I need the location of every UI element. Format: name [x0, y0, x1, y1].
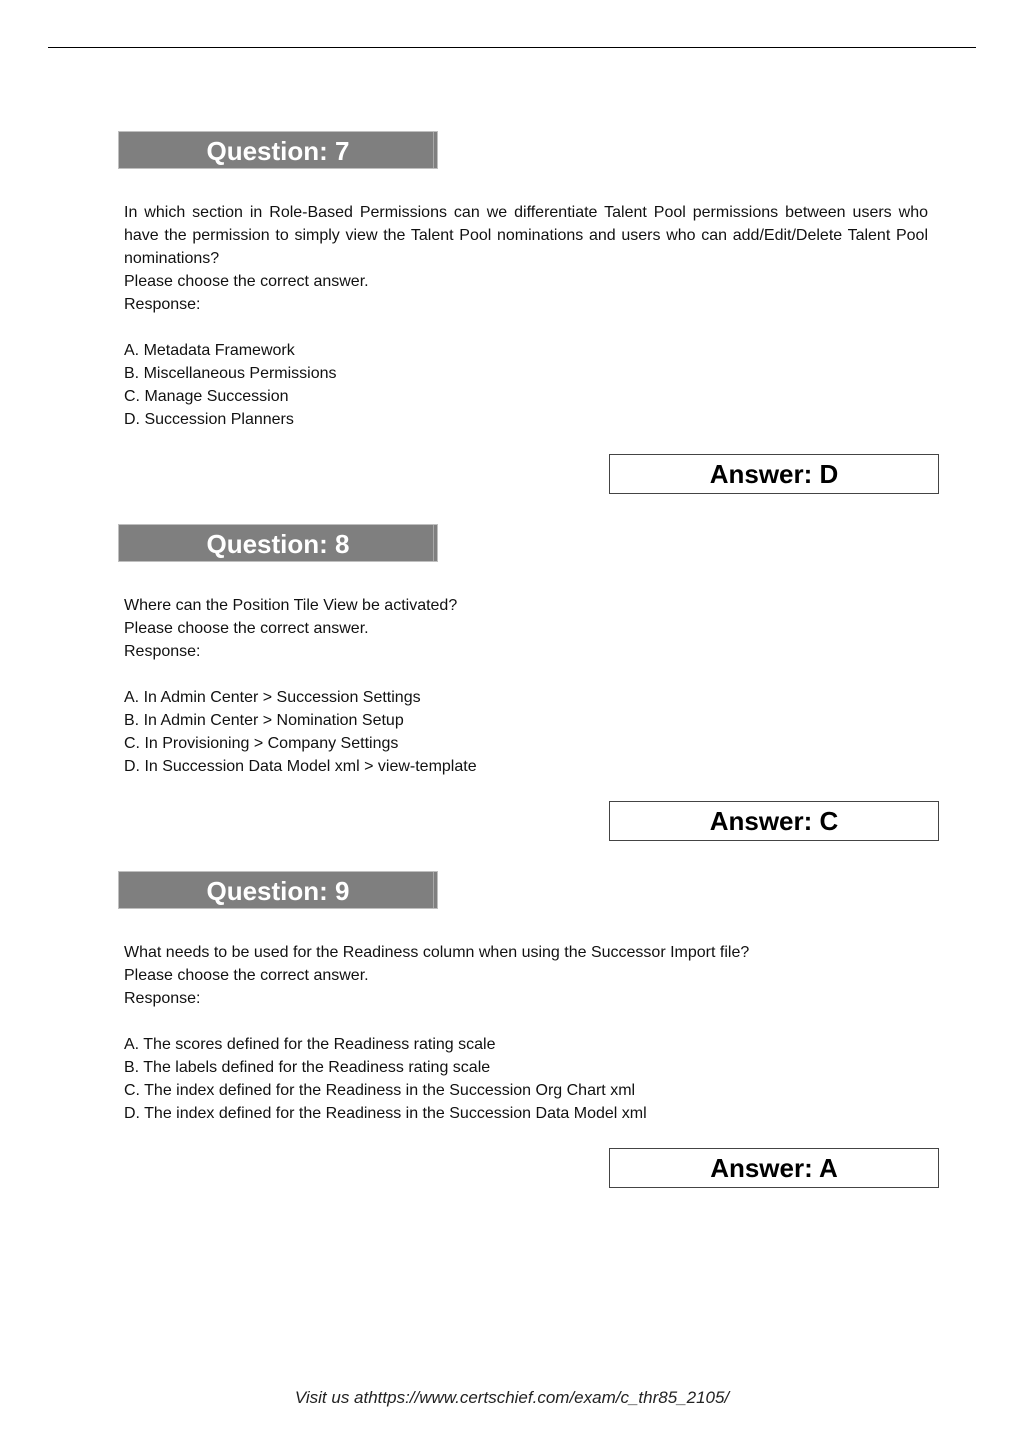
question-7-instruction: Please choose the correct answer. — [124, 273, 369, 290]
question-7-header: Question: 7 — [118, 131, 438, 169]
question-7-answer: Answer: D — [609, 454, 939, 494]
question-8-response-label: Response: — [124, 643, 201, 660]
question-9-instruction: Please choose the correct answer. — [124, 967, 369, 984]
question-7-response-label: Response: — [124, 296, 201, 313]
question-9-option-a: A. The scores defined for the Readiness rating scale — [124, 1036, 496, 1053]
question-8-instruction: Please choose the correct answer. — [124, 620, 369, 637]
question-9-body — [124, 941, 928, 1125]
question-8-text: Where can the Position Tile View be activated? — [124, 597, 458, 614]
top-divider — [48, 47, 976, 48]
question-8-answer: Answer: C — [609, 801, 939, 841]
question-7-option-a: A. Metadata Framework — [124, 342, 295, 359]
question-8-option-b: B. In Admin Center > Nomination Setup — [124, 712, 404, 729]
question-7-option-b: B. Miscellaneous Permissions — [124, 365, 337, 382]
question-8-body — [124, 594, 928, 778]
question-9-option-d: D. The index defined for the Readiness in the Succession Data Model xml — [124, 1105, 647, 1122]
question-7-body — [124, 201, 928, 431]
question-9-answer: Answer: A — [609, 1148, 939, 1188]
question-9-text: What needs to be used for the Readiness column when using the Successor Import file? — [124, 944, 750, 961]
question-8-option-d: D. In Succession Data Model xml > view-template — [124, 758, 477, 775]
footer-link[interactable]: Visit us athttps://www.certschief.com/exam/c_thr85_2105/ — [294, 1388, 730, 1407]
question-7-option-d: D. Succession Planners — [124, 411, 294, 428]
question-7-text: In which section in Role-Based Permissions can we differentiate Talent Pool permissions between users who have the permission to simply view the Talent Pool nominations and users who can add/Edit/Delete Talent Pool nominations? — [124, 204, 928, 267]
question-7-option-c: C. Manage Succession — [124, 388, 289, 405]
question-9-option-b: B. The labels defined for the Readiness rating scale — [124, 1059, 491, 1076]
question-9-option-c: C. The index defined for the Readiness in the Succession Org Chart xml — [124, 1082, 636, 1099]
question-8-option-c: C. In Provisioning > Company Settings — [124, 735, 399, 752]
question-9-response-label: Response: — [124, 990, 201, 1007]
question-9-header: Question: 9 — [118, 871, 438, 909]
question-8-header: Question: 8 — [118, 524, 438, 562]
question-8-option-a: A. In Admin Center > Succession Settings — [124, 689, 421, 706]
